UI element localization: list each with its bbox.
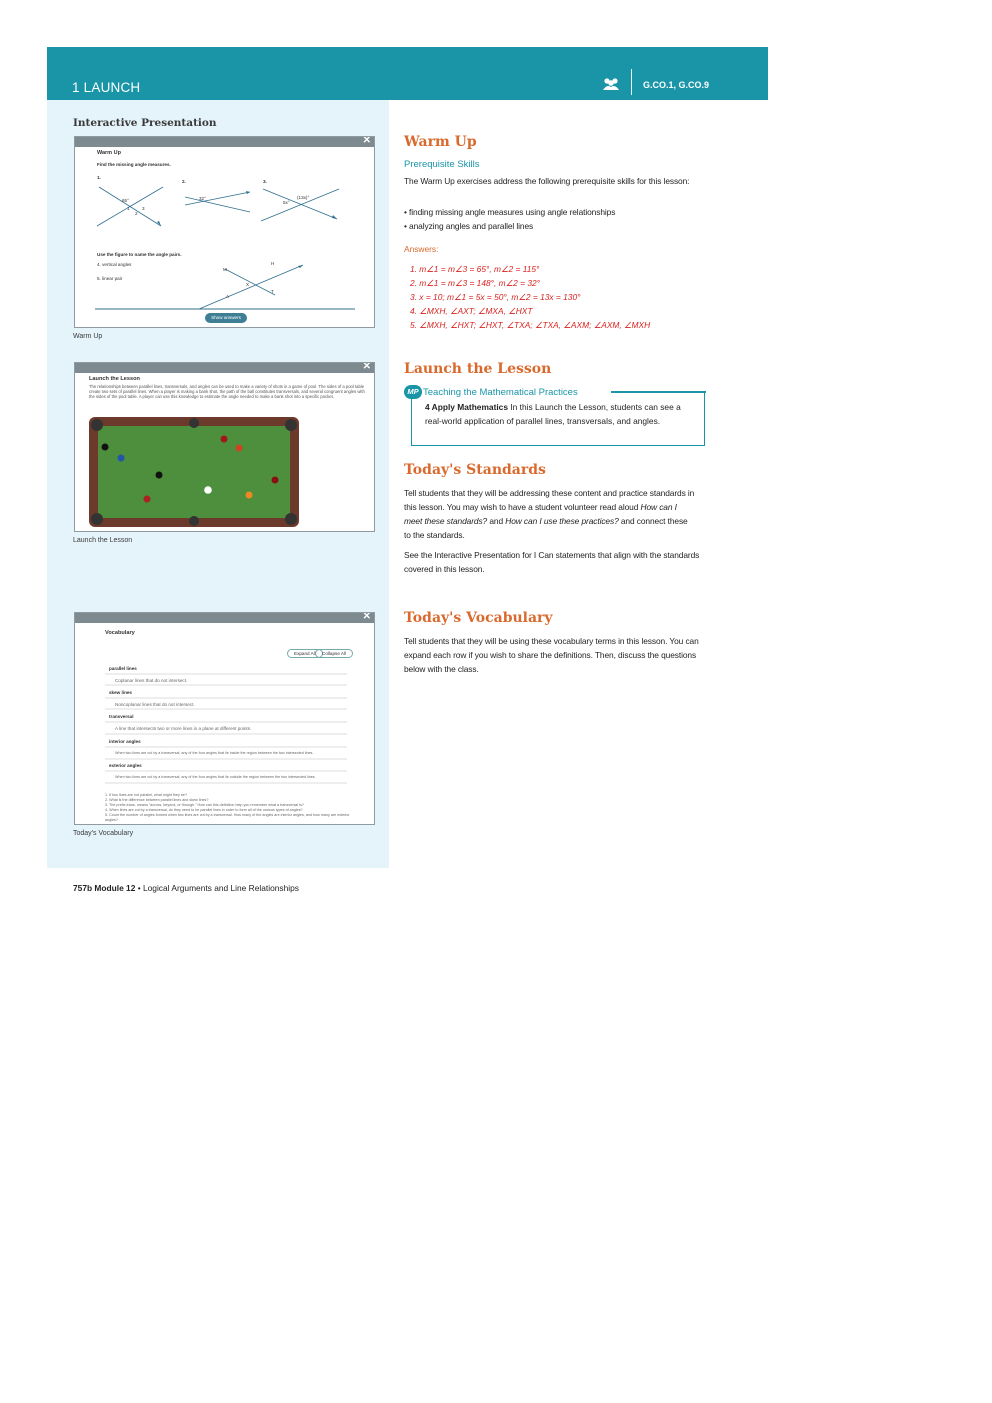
item-2: 2. (182, 179, 186, 184)
vocab-def: Coplanar lines that do not intersect. (115, 678, 188, 683)
point-label: T (271, 289, 274, 294)
vocab-def: When two lines are cut by a transversal, any of the four angles that lie inside the region between the two intersected lines. (115, 751, 314, 755)
vocab-term[interactable]: skew lines (109, 690, 132, 695)
question-4: 4. vertical angles (97, 262, 132, 267)
point-label: A (226, 294, 230, 299)
point-label: X (246, 282, 250, 287)
group-icon (602, 77, 620, 91)
standards-code: G.CO.1, G.CO.9 (643, 80, 710, 90)
angle-label: 32° (199, 196, 206, 201)
shot-instruction: Find the missing angle measures. (97, 162, 171, 167)
vocab-term[interactable]: interior angles (109, 739, 141, 744)
angle-label: 1 (127, 206, 130, 211)
shot-title: Vocabulary (105, 630, 135, 636)
angle-label: 2 (135, 211, 138, 216)
vocabulary-paragraph: Tell students that they will be using these vocabulary terms in this lesson. You can expand each row if you wish to share the definitions. Then, discuss the questions below with the class. (404, 636, 699, 674)
page-footer (73, 883, 299, 893)
vocab-def: Noncoplanar lines that do not intersect. (115, 702, 195, 707)
vocab-def: A line that intersects two or more lines in a plane at different points. (115, 726, 252, 731)
text-run: and connect these to the standards. (404, 516, 688, 540)
show-answers-button[interactable]: Show answers (205, 313, 247, 323)
launch-shot-text: The relationships between parallel lines, transversals, and angles can be used to make a variety of shots in a game of pool. The sides of a pool table create two sets of parallel lines. When a player is making a bank shot, the path of the ball constitutes transversals, and several congruent angles with the sides of the pool table. A player can use this knowledge to estimate the angle needed to make a bank shot into a specific pocket. (89, 384, 365, 399)
text-run: and (487, 516, 506, 526)
expand-all-button[interactable]: Expand All (287, 649, 323, 658)
section-title: 1 LAUNCH (72, 80, 141, 95)
answer-line: 3. x = 10; m∠1 = 5x = 50°, m∠2 = 13x = 130° (410, 292, 581, 302)
vocabulary-screenshot (74, 612, 375, 825)
prerequisite-skills-heading: Prerequisite Skills (404, 159, 480, 170)
angle-label: 65° (122, 198, 129, 203)
standards-title: Today's Standards (404, 462, 546, 478)
answer-line: 2. m∠1 = m∠3 = 148°, m∠2 = 32° (410, 278, 541, 288)
item-1: 1. (97, 175, 101, 180)
close-icon: ✕ (362, 136, 371, 146)
close-icon: ✕ (362, 612, 371, 622)
close-icon: ✕ (362, 362, 371, 372)
mp-practice-name: 4 Apply Mathematics (425, 402, 508, 412)
vocab-term[interactable]: exterior angles (109, 763, 142, 768)
interactive-presentation-panel (47, 100, 389, 868)
shot-title: Launch the Lesson (89, 376, 140, 382)
vocab-question: 5. Count the number of angles formed when two lines are cut by a transversal. How many of the angles are interior angles, and how many are exterior angles? (105, 813, 350, 822)
angle-diagrams (75, 137, 375, 328)
header-divider (631, 69, 632, 95)
vocab-term[interactable]: parallel lines (109, 666, 137, 671)
standards-paragraph (404, 486, 696, 542)
warmup-title: Warm Up (404, 134, 477, 150)
vocab-question: 3. The prefix trans- means "across, beyond, or through." How can this definition help you remember what a transversal is? (105, 803, 304, 807)
point-label: H (271, 261, 275, 266)
text-run: Tell students that they will be addressing these content and practice standards in this lesson. You may wish to have a student volunteer read aloud (404, 488, 695, 512)
mp-title: Teaching the Mathematical Practices (423, 387, 578, 398)
angle-label: (13x)° (297, 195, 310, 200)
panel-heading: Interactive Presentation (73, 117, 217, 129)
question-5: 5. linear pair (97, 276, 123, 281)
warmup-caption: Warm Up (73, 333, 103, 340)
answers-label: Answers: (404, 244, 439, 254)
mp-body (425, 400, 697, 428)
module-label: Module 12 (94, 883, 136, 893)
warmup-screenshot (74, 136, 375, 328)
vocab-caption: Today's Vocabulary (73, 830, 134, 837)
answer-line: 4. ∠MXH, ∠AXT; ∠MXA, ∠HXT (410, 306, 533, 316)
vocab-question: 2. What is the difference between parallel lines and skew lines? (105, 798, 209, 802)
warmup-intro: The Warm Up exercises address the following prerequisite skills for this lesson: (404, 176, 690, 186)
warmup-bullet: • analyzing angles and parallel lines (404, 221, 534, 231)
standards-paragraph-2: See the Interactive Presentation for I Can statements that align with the standards covered in this lesson. (404, 550, 700, 574)
pool-table-image (89, 417, 299, 527)
mp-text: In this Launch the Lesson, students can see a real-world application of parallel lines, transversals, and angles. (425, 402, 681, 426)
header-bar (47, 47, 768, 100)
vocab-question: 4. When lines are cut by a transversal, do they need to be parallel lines in order to form all of the various types of angles? (105, 808, 303, 812)
answer-line: 5. ∠MXH, ∠HXT; ∠HXT, ∠TXA; ∠TXA, ∠AXM; ∠AXM, ∠MXH (410, 320, 651, 330)
footer-separator: • (135, 883, 143, 893)
page-number: 757b (73, 883, 93, 893)
vocabulary-title: Today's Vocabulary (404, 610, 553, 626)
point-label: M (223, 267, 227, 272)
vocab-def: When two lines are cut by a transversal, any of the four angles that lie outside the region between the two intersected lines. (115, 775, 316, 779)
use-figure-text: Use the figure to name the angle pairs. (97, 252, 182, 257)
angle-label: 3 (142, 206, 145, 211)
question-text: How can I use these practices? (505, 516, 619, 526)
mp-icon: MP (404, 385, 422, 399)
launch-title: Launch the Lesson (404, 361, 552, 377)
vocab-term[interactable]: transversal (109, 714, 134, 719)
angle-label: 5x° (283, 200, 290, 205)
collapse-all-button[interactable]: Collapse All (315, 649, 353, 658)
launch-screenshot (74, 362, 375, 532)
warmup-bullet: • finding missing angle measures using angle relationships (404, 207, 616, 217)
shot-title: Warm Up (97, 150, 121, 156)
vocab-question: 1. If two lines are not parallel, what might they be? (105, 793, 187, 797)
screenshot-titlebar (75, 363, 374, 373)
launch-caption: Launch the Lesson (73, 537, 133, 544)
item-3: 3. (263, 179, 267, 184)
question-text: How can I meet these standards? (404, 502, 677, 526)
module-topic: Logical Arguments and Line Relationships (142, 883, 299, 893)
answer-line: 1. m∠1 = m∠3 = 65°, m∠2 = 115° (410, 264, 540, 274)
